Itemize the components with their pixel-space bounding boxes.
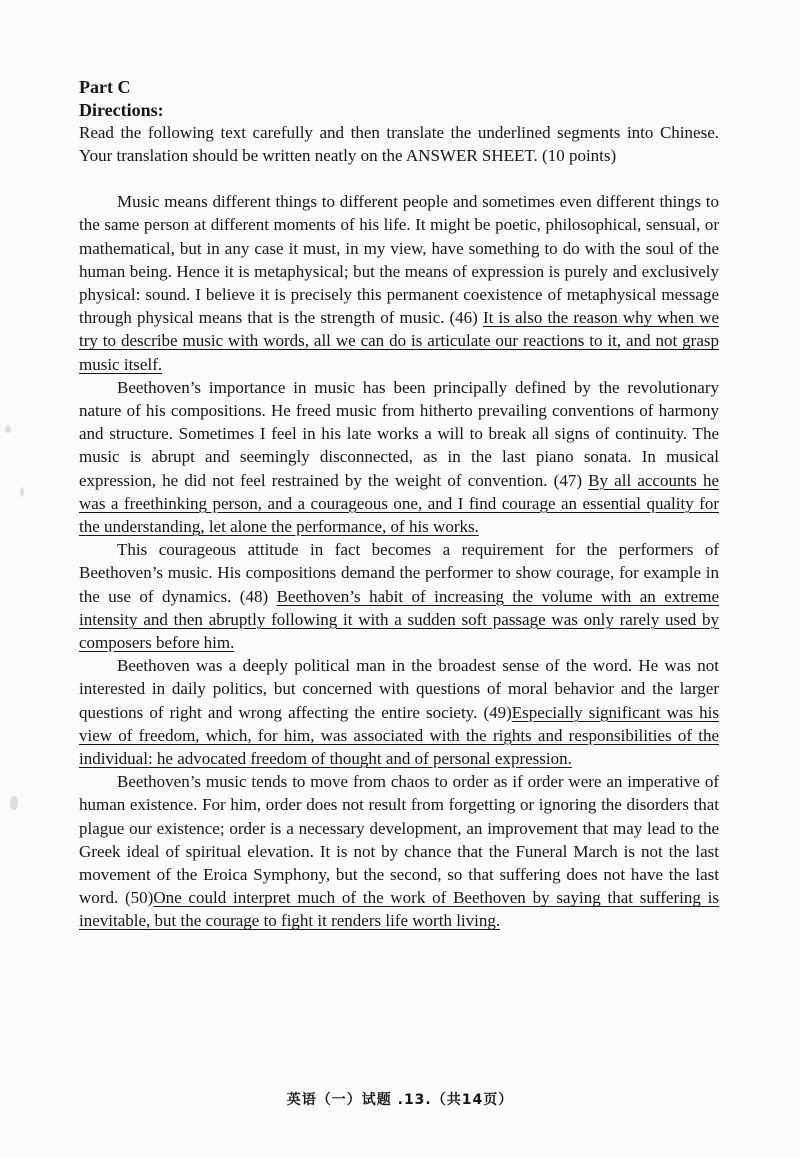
paragraph-text: Music means different things to different people and sometimes even different things to the same person at different moments of his life. It might be poetic, philosophical, sensual, or mathematical, but in any case it must, in my view, have something to do with the soul of the human being. Hence it is metaphysical; but the means of expression is purely and exclusively physical: sound. I believe it is precisely this permanent coexistence of metaphysical message through physical means that is the strength of music. [79,192,719,328]
paragraph-2 [79,376,719,538]
underlined-segment-46: It is also the reason why when we try to describe music with words, all we can do is articulate our reactions to it, and not grasp music itself. [79,308,720,374]
question-number-48: (48) [239,586,269,606]
paragraph-3 [79,538,719,654]
question-number-46: (46) [449,308,478,328]
scan-speck [5,425,11,433]
scan-speck [10,796,18,810]
underlined-segment-49: Especially significant was his view of freedom, which, for him, was associated with the rights and responsibilities of the individual: he advocated freedom of thought and of personal expression. [79,702,719,769]
page-footer: 英语（一）试题 .13.（共14页） [286,1092,514,1108]
directions-text: Read the following text carefully and then translate the underlined segments into Chinese. Your translation should be written neatly on the ANSWER SHEET. (10 points) [79,123,719,165]
directions-title: Directions: [79,100,164,120]
scan-speck [20,487,24,497]
paragraph-text: Beethoven was a deeply political man in the broadest sense of the word. He was not interested in daily politics, but concerned with questions of moral behavior and the larger questions of right and wrong affecting the entire society. [79,656,719,722]
paragraph-5 [79,770,719,932]
paragraph-text: Beethoven’s importance in music has been principally defined by the revolutionary nature of his compositions. He freed music from hitherto prevailing conventions of harmony and structure. Sometimes I feel in his late works a will to break all signs of continuity. The music is abrupt and seemingly disconnected, as in the last piano sonata. In musical expression, he did not feel restrained by the weight of convention. [79,377,719,490]
paragraph-4 [79,654,719,770]
question-number-47: (47) [553,470,582,490]
question-number-49: (49) [483,702,512,722]
paragraph-text: This courageous attitude in fact becomes a requirement for the performers of Beethoven’s music. His compositions demand the performer to show courage, for example in the use of dynamics. [79,540,719,606]
reading-passage [79,190,719,933]
underlined-segment-47: By all accounts he was a freethinking person, and a courageous one, and I find courage an essential quality for the understanding, let alone the performance, of his works. [79,470,719,537]
underlined-segment-50: One could interpret much of the work of Beethoven by saying that suffering is inevitable, but the courage to fight it renders life worth living. [79,888,719,931]
part-title: Part C [79,77,131,97]
exam-page [79,76,719,933]
paragraph-1 [79,190,719,376]
underlined-segment-48: Beethoven’s habit of increasing the volume with an extreme intensity and then abruptly following it with a sudden soft passage was only rarely used by composers before him. [79,586,719,653]
question-number-50: (50) [124,888,154,908]
paragraph-text: Beethoven’s music tends to move from chaos to order as if order were an imperative of human existence. For him, order does not result from forgetting or ignoring the disorders that plague our existence; order is a necessary development, an improvement that may lead to the Greek ideal of spiritual elevation. It is not by chance that the Funeral March is not the last movement of the Eroica Symphony, but the second, so that suffering does not have the last word. [79,772,719,908]
